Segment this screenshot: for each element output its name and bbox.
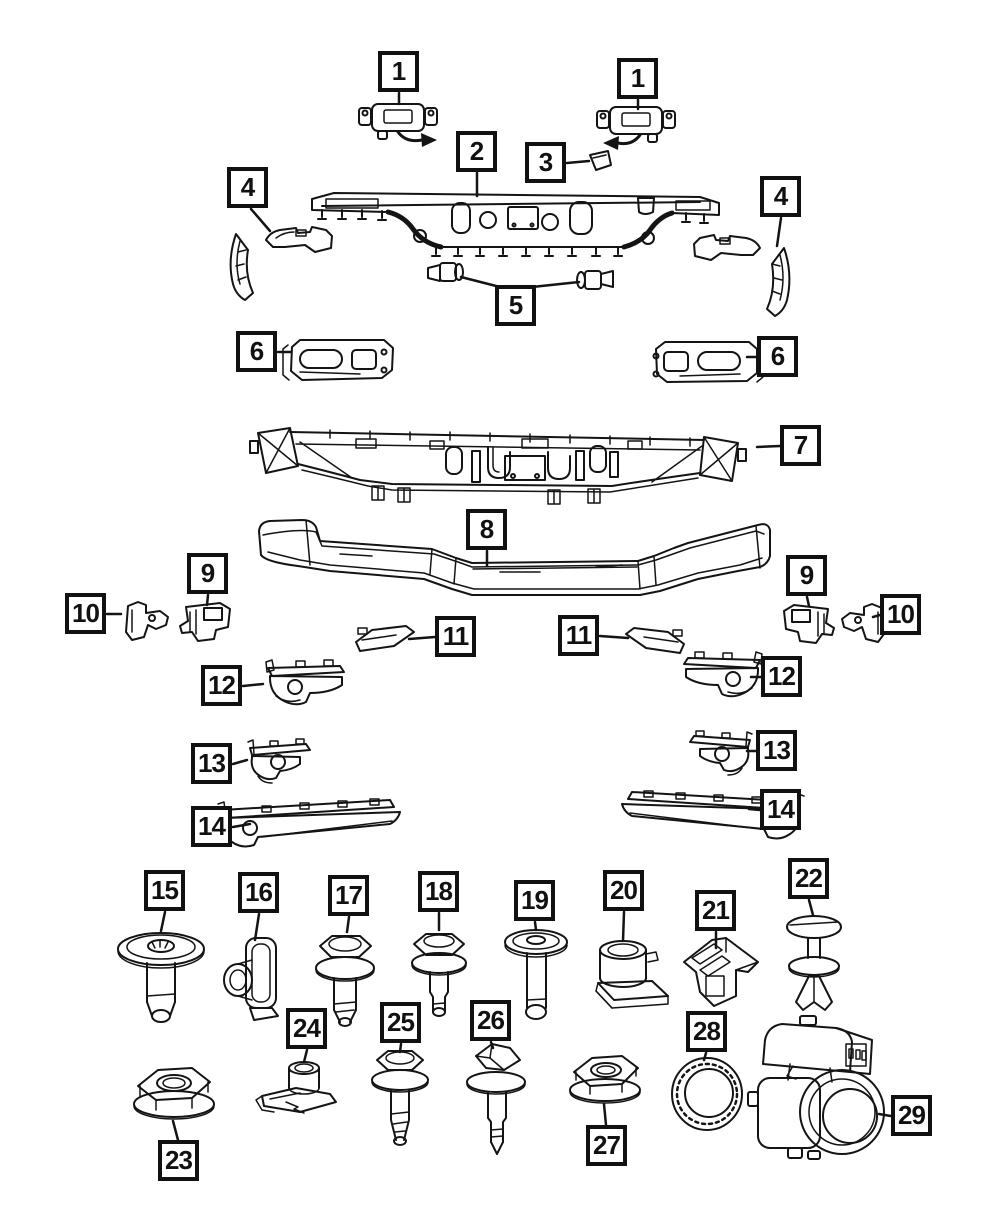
part-25-hex-washer-bolt	[372, 1051, 428, 1145]
part-6-bracket-right	[654, 342, 764, 382]
part-7-reinforcement-bar	[250, 428, 746, 504]
callout-4-left[interactable]: 4	[227, 167, 268, 208]
callout-8[interactable]: 8	[466, 509, 507, 550]
part-15-washer-screw	[118, 933, 204, 1022]
part-12-lower-bracket-left	[266, 660, 344, 704]
part-10-bracket-right	[842, 604, 884, 642]
callout-29[interactable]: 29	[891, 1095, 932, 1136]
part-5-sensor-right	[577, 271, 613, 289]
part-9-bracket-right	[784, 605, 834, 643]
part-22-push-pin	[787, 916, 841, 1010]
callout-10-right[interactable]: 10	[880, 594, 921, 635]
callout-14-left[interactable]: 14	[191, 806, 232, 847]
callout-9-left[interactable]: 9	[187, 553, 228, 594]
callout-2[interactable]: 2	[456, 131, 497, 172]
callout-7[interactable]: 7	[780, 425, 821, 466]
callout-6-right[interactable]: 6	[757, 336, 798, 377]
part-10-bracket-left	[126, 602, 168, 640]
callout-5[interactable]: 5	[495, 285, 536, 326]
part-8-bumper-face-bar	[259, 520, 770, 595]
callout-1-left[interactable]: 1	[378, 51, 419, 92]
part-29-park-assist-sensor	[748, 1016, 884, 1159]
part-13-step-bracket-right	[690, 731, 752, 775]
callout-15[interactable]: 15	[144, 870, 185, 911]
part-14-step-pad-left	[218, 799, 400, 846]
callout-27[interactable]: 27	[586, 1125, 627, 1166]
part-13-step-bracket-left	[248, 739, 310, 783]
callout-12-left[interactable]: 12	[201, 665, 242, 706]
part-6-bracket-left	[283, 340, 393, 380]
part-20-barrel-nut-retainer	[596, 941, 668, 1008]
part-1-impact-sensor-right	[597, 107, 675, 150]
callout-16[interactable]: 16	[238, 872, 279, 913]
part-1-impact-sensor-left	[359, 104, 437, 147]
part-23-hex-flange-nut	[134, 1068, 214, 1119]
callout-21[interactable]: 21	[695, 890, 736, 931]
part-28-knurled-ring	[672, 1058, 742, 1130]
callout-22[interactable]: 22	[788, 858, 829, 899]
callout-6-left[interactable]: 6	[236, 331, 277, 372]
part-11-plate-right	[626, 628, 684, 653]
callout-28[interactable]: 28	[686, 1011, 727, 1052]
callout-1-right[interactable]: 1	[617, 58, 658, 99]
part-4-bracket-left	[231, 227, 332, 300]
part-16-u-nut-retainer	[224, 938, 278, 1020]
part-24-u-nut-retainer	[256, 1062, 336, 1113]
part-21-guide-bracket	[684, 938, 758, 1006]
callout-17[interactable]: 17	[328, 875, 369, 916]
part-12-lower-bracket-right	[684, 652, 762, 696]
callout-11-left[interactable]: 11	[435, 616, 476, 657]
callout-26[interactable]: 26	[470, 1000, 511, 1041]
callout-10-left[interactable]: 10	[65, 593, 106, 634]
callout-20[interactable]: 20	[603, 870, 644, 911]
callout-23[interactable]: 23	[158, 1140, 199, 1181]
part-4-bracket-right	[694, 235, 789, 316]
callout-11-right[interactable]: 11	[558, 615, 599, 656]
callout-3[interactable]: 3	[525, 142, 566, 183]
part-5-sensor-left	[428, 263, 463, 281]
part-26-hex-washer-bolt	[467, 1044, 525, 1154]
callout-19[interactable]: 19	[514, 880, 555, 921]
callout-13-right[interactable]: 13	[756, 730, 797, 771]
part-3-clip	[590, 151, 611, 170]
callout-13-left[interactable]: 13	[191, 743, 232, 784]
callout-4-right[interactable]: 4	[760, 176, 801, 217]
part-9-bracket-left	[180, 603, 230, 641]
part-2-crossmember	[312, 193, 719, 256]
callout-25[interactable]: 25	[380, 1002, 421, 1043]
part-27-hex-flange-nut	[570, 1056, 640, 1103]
callout-12-right[interactable]: 12	[761, 656, 802, 697]
callout-9-right[interactable]: 9	[786, 555, 827, 596]
callout-24[interactable]: 24	[286, 1008, 327, 1049]
part-11-plate-left	[356, 626, 414, 651]
callout-14-right[interactable]: 14	[760, 789, 801, 830]
part-19-flat-washer-screw	[505, 930, 567, 1019]
callout-18[interactable]: 18	[418, 871, 459, 912]
